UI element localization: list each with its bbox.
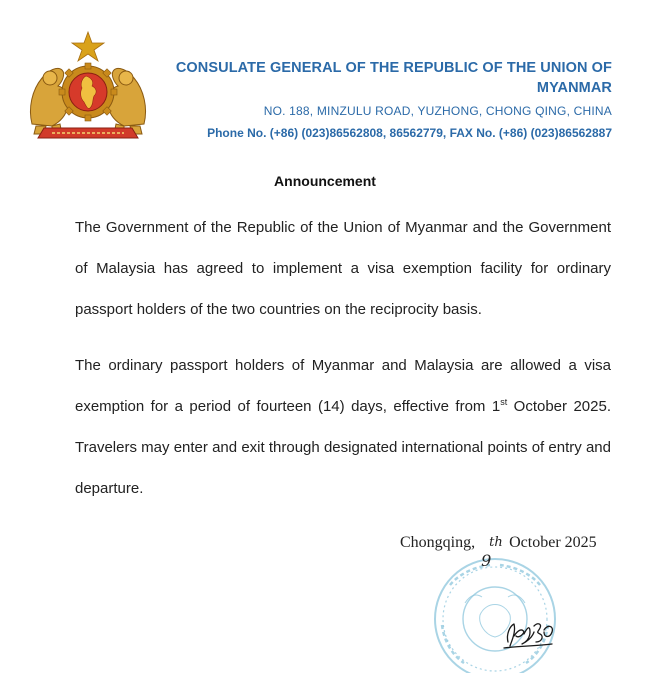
paragraph-2-before: The ordinary passport holders of Myanmar and Malaysia are allowed a visa exemption for a period of fourteen (14) days, effective from 1 — [75, 357, 611, 415]
paragraph-2-ordinal: st — [500, 397, 508, 407]
closing-day-number: 9 — [481, 551, 492, 570]
consulate-phone-fax: Phone No. (+86) (023)86562808, 86562779, FAX No. (+86) (023)86562887 — [207, 126, 612, 140]
consulate-address: NO. 188, MINZULU ROAD, YUZHONG, CHONG QING, CHINA — [263, 104, 612, 118]
paragraph-2-after: October 2025. Travelers may enter and exit through designated international points of entry and departure. — [75, 398, 611, 497]
announcement-paragraph-2 — [37, 345, 611, 509]
closing-day-suffix: th — [489, 535, 503, 550]
announcement-title: Announcement — [274, 173, 376, 189]
paragraph-1-text: The Government of the Republic of the Union of Myanmar and the Government of Malaysia has agreed to implement a visa exemption facility for ordinary passport holders of the two countries on the reciprocity basis. — [75, 219, 611, 318]
consulate-seal-icon — [420, 545, 570, 673]
closing-place: Chongqing, — [400, 534, 476, 551]
letterhead — [150, 58, 612, 142]
state-emblem-icon — [22, 30, 154, 142]
place-and-date — [400, 534, 620, 570]
signature-icon — [500, 612, 560, 652]
paragraph-2-text — [37, 345, 611, 509]
closing-month-year: October 2025 — [509, 534, 597, 551]
announcement-paragraph-1 — [37, 207, 611, 330]
consulate-name: CONSULATE GENERAL OF THE REPUBLIC OF THE UNION OF MYANMAR — [175, 60, 612, 96]
